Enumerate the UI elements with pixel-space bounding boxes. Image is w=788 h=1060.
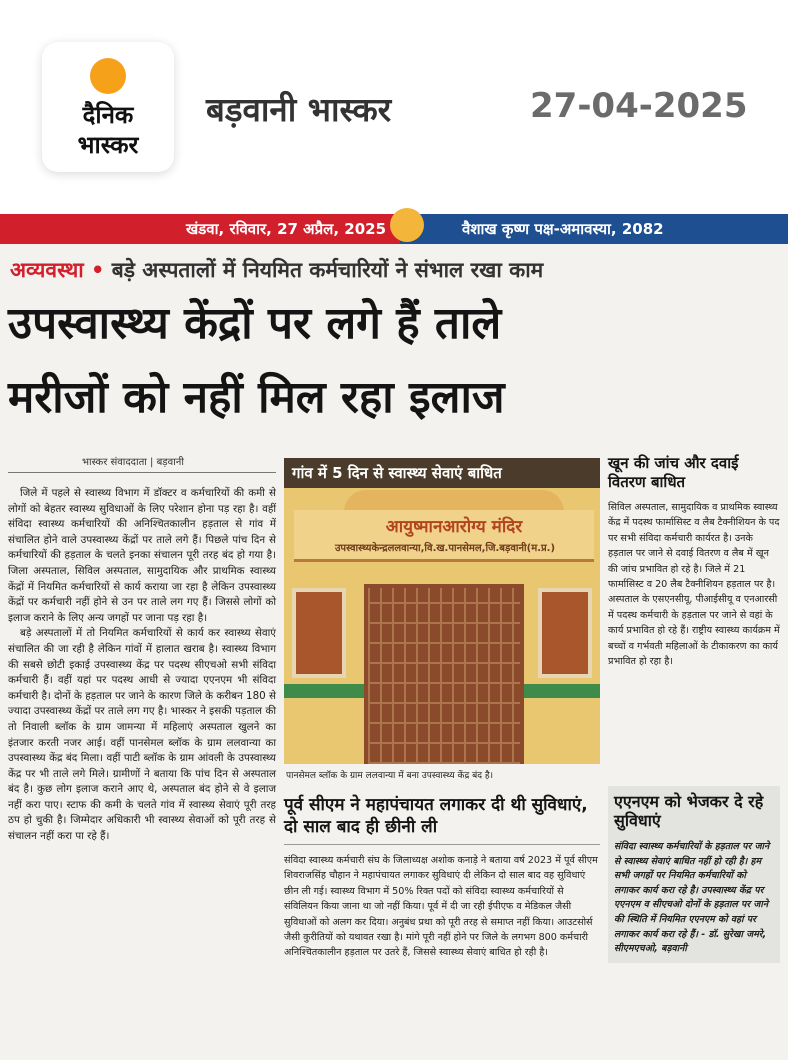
- logo-line-1: दैनिक: [82, 101, 134, 129]
- side-story: [608, 454, 780, 669]
- photo-title: गांव में 5 दिन से स्वास्थ्य सेवाएं बाधित: [284, 458, 600, 488]
- dateline-right: वैशाख कृष्ण पक्ष-अमावस्या, 2082: [462, 220, 664, 238]
- newspaper-clipping: [0, 214, 788, 1060]
- signboard-subtitle: उपस्वास्थ्यकेन्द्रललवान्या,वि.ख.पानसेमल,जि.बड़वानी(म.प्र.): [334, 543, 556, 554]
- kicker-text: बड़े अस्पतालों में नियमित कर्मचारियों ने संभाल रखा काम: [111, 258, 544, 282]
- locked-grill: [368, 588, 520, 764]
- quote-box-head: एएनएम को भेजकर दे रहे सुविधाएं: [614, 792, 764, 830]
- sub-story: [284, 794, 600, 961]
- main-article: [8, 486, 276, 845]
- article-paragraph-1: जिले में पहले से स्वास्थ्य विभाग में डॉक्टर व कर्मचारियों की कमी से लोगों को बेहतर स्वास्थ्य सुविधाओं के लिए परेशान होना पड़ रहा है। वहीं संविदा स्वास्थ्य कर्मचारियों की अनिश्चितकालीन हड़ताल से गांव में संचालित होने वाले उपस्वास्थ्य केंद्रों पर ताले लगे हैं। पिछले पांच दिन से कर्मचारियों की हड़ताल के चलते इनका संचालन पूरी तरह बंद हो गया है। जिला अस्पताल, सिविल अस्पताल, सामुदायिक और प्राथमिक स्वास्थ्य केंद्रों में नियमित कर्मचारियों से कार्य कराया जा रहा है लेकिन उपस्वास्थ्य केंद्रों पर कर्मचारी नहीं होने से उन पर ताले लग गए हैं। जिससे लोगों को इलाज कराने के लिए अन्य जगहों पर जाना पड़ रहा है।: [8, 487, 276, 624]
- sub-story-head: पूर्व सीएम ने महापंचायत लगाकर दी थी सुविधाएं, दो साल बाद ही छीनी ली: [284, 794, 600, 845]
- edition-title: बड़वानी भास्कर: [206, 90, 392, 129]
- byline: भास्कर संवाददाता | बड़वानी: [82, 457, 184, 468]
- dainik-bhaskar-logo[interactable]: [42, 42, 174, 172]
- sub-story-text: संविदा स्वास्थ्य कर्मचारी संघ के जिलाध्यक्ष अशोक कनाड़े ने बताया वर्ष 2023 में पूर्व सीएम शिवराजसिंह चौहान ने महापंचायत लगाकर सुविधाएं दी लेकिन दो साल बाद वह सुविधाएं छीन ली गई। स्वास्थ्य विभाग में 50% रिक्त पदों को संविदा स्वास्थ्य कर्मचारियों से संविलियन किया जाना था जो नहीं किया। पूर्व में दी जा रही ईपीएफ व मेडिकल जैसी सुविधाओं को अलग कर दिया। अनुबंध प्रथा को पूरी तरह से समाप्त नहीं किया। आउटसोर्स जैसी कुरीतियों को यथावत रखा है। मांगे पूरी नहीं होने पर जिले के लगभग 800 कर्मचारी अनिश्चितकालीन हड़ताल पर उतरे हैं, जिससे स्वास्थ्य सेवाएं बाधित हो रही है।: [284, 855, 598, 959]
- edition-date: 27-04-2025: [530, 86, 748, 126]
- app-header: [0, 0, 788, 212]
- sun-icon: [90, 58, 126, 94]
- photo-block: [284, 458, 600, 788]
- quote-box-text: संविदा स्वास्थ्य कर्मचारियों के हड़ताल पर जाने से स्वास्थ्य सेवाएं बाधित नहीं हो रही है। हम सभी जगहों पर नियमित कर्मचारियों को लगाकर कार्य करा रहे है। उपस्वास्थ्य केंद्र पर एएनएम व सीएचओ दोनों के हड़ताल पर जाने की स्थिति में नियमित एएनएम को वहां पर लगाकर कार्य करा रहे हैं। - डॉ. सुरेखा जमरे, सीएमएचओ, बड़वानी: [614, 841, 770, 955]
- divider: [8, 472, 276, 473]
- window-right: [538, 588, 592, 678]
- photo-caption: पानसेमल ब्लॉक के ग्राम ललवान्या में बना उपस्वास्थ्य केंद्र बंद है।: [284, 764, 600, 785]
- article-paragraph-2: बड़े अस्पतालों में तो नियमित कर्मचारियों से कार्य कर स्वास्थ्य सेवाएं संचालित की जा रही है लेकिन गांवों में हालात खराब है। स्वास्थ्य विभाग की सबसे छोटी इकाई उपस्वास्थ्य केंद्र पर पदस्थ सीएचओ सभी संविदा कर्मचारी हैं। वहीं यहां पर पदस्थ आधी से ज्यादा एएनएम भी संविदा कर्मचारी है। दोनों के हड़ताल पर जाने के कारण जिले के करीबन 180 से ज्यादा उपस्वास्थ्य केंद्रों पर ताले लग गए है। भास्कर ने इसकी पड़ताल की तो निवाली ब्लॉक के ग्राम जामन्या में महिलाएं अस्पताल खुलने का इंतजार करती नजर आई। वहीं पानसेमल ब्लॉक के ग्राम ललवान्या का उपस्वास्थ्य केंद्र बंद मिला। वहीं पाटी ब्लॉक के ग्राम आंवली के उपस्वास्थ्य केंद्र पर भी ताले लगे मिले। ग्रामीणों ने बताया कि पांच दिन से अस्पताल बंद है। कुछ लोग इलाज कराने आए थे, अस्पताल बंद होने से वे इलाज नहीं करा पाए। स्टाफ की कमी के चलते गांव में स्वास्थ्य सेवाएं पूरी तरह ठप हो चुकी है। जिम्मेदार अधिकारी भी स्वास्थ्य सेवाओं को पूरी तरह से संचालन नहीं करा पा रहे हैं।: [8, 627, 276, 843]
- dateline-bar: [0, 214, 788, 244]
- sun-icon: [390, 208, 424, 242]
- window-left: [292, 588, 346, 678]
- quote-box: [608, 786, 780, 963]
- side-story-text: सिविल अस्पताल, सामुदायिक व प्राथमिक स्वास्थ्य केंद्र में पदस्थ फार्मासिस्ट व लैब टैक्नीशियन के पद पर सभी संविदा कर्मचारी कार्यरत है। उनके हड़ताल पर जाने से दवाई वितरण व लैब में खून की जांच प्रभावित हो रहे है। जिले में 21 फार्मासिस्ट व 20 लैब टैक्नीशियन हड़ताल पर है। अस्पताल के एसएनसीयू, पीआईसीयू व एनआरसी में पदस्थ कर्मचारी के हड़ताल पर जाने से वहां के कार्य प्रभावित हो रहे हैं। राष्ट्रीय स्वास्थ्य कार्यक्रम में बच्चों व गर्भवती महिलाओं के टीकाकरण का कार्य प्रभावित हो रहा है।: [608, 502, 780, 668]
- headline-line-2: मरीजों को नहीं मिल रहा इलाज: [8, 372, 505, 423]
- kicker: [10, 256, 543, 284]
- headline-line-1: उपस्वास्थ्य केंद्रों पर लगे हैं ताले: [8, 298, 502, 349]
- side-story-head: खून की जांच और दवाई वितरण बाधित: [608, 454, 739, 491]
- dateline-left: खंडवा, रविवार, 27 अप्रैल, 2025: [186, 220, 387, 238]
- logo-line-2: भास्कर: [77, 131, 139, 159]
- signboard-title: आयुष्मानआरोग्य मंदिर: [385, 517, 523, 537]
- kicker-tag: अव्यवस्था •: [10, 258, 105, 282]
- health-centre-photo: [284, 488, 600, 764]
